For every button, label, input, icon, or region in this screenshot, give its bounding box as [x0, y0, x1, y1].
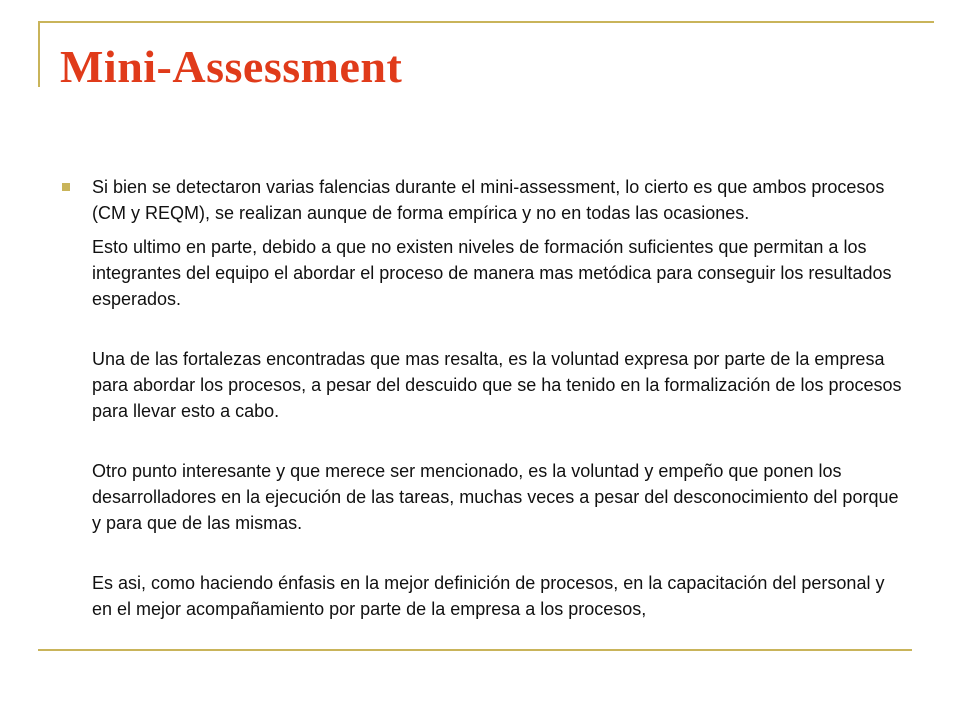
- paragraph-1: [92, 174, 908, 226]
- left-border-line: [38, 21, 40, 87]
- paragraph-3: Una de las fortalezas encontradas que mas resalta, es la voluntad expresa por parte de la empresa para abordar los procesos, a pesar del descuido que se ha tenido en la formalización de los procesos para llevar esto a cabo.: [92, 349, 902, 421]
- paragraph-5: Es asi, como haciendo énfasis en la mejor definición de procesos, en la capacitación del personal y en el mejor acompañamiento por parte de la empresa a los procesos,: [92, 573, 885, 619]
- paragraph-4: Otro punto interesante y que merece ser mencionado, es la voluntad y empeño que ponen los desarrolladores en la ejecución de las tareas, muchas veces a pesar del desconocimiento del porque y para que de las mismas.: [92, 461, 899, 533]
- top-border-line: [38, 21, 934, 23]
- paragraph-1-text: Si bien se detectaron varias falencias durante el mini-assessment, lo cierto es que ambos procesos (CM y REQM), se realizan aunque de forma empírica y no en todas las ocasiones.: [92, 177, 885, 223]
- slide-body: [92, 174, 908, 622]
- bottom-border-line: [38, 649, 912, 651]
- slide-title: Mini-Assessment: [60, 41, 403, 92]
- paragraph-2: Esto ultimo en parte, debido a que no existen niveles de formación suficientes que permitan a los integrantes del equipo el abordar el proceso de manera mas metódica para conseguir los resultados esperados.: [92, 237, 892, 309]
- square-bullet-icon: [62, 183, 70, 191]
